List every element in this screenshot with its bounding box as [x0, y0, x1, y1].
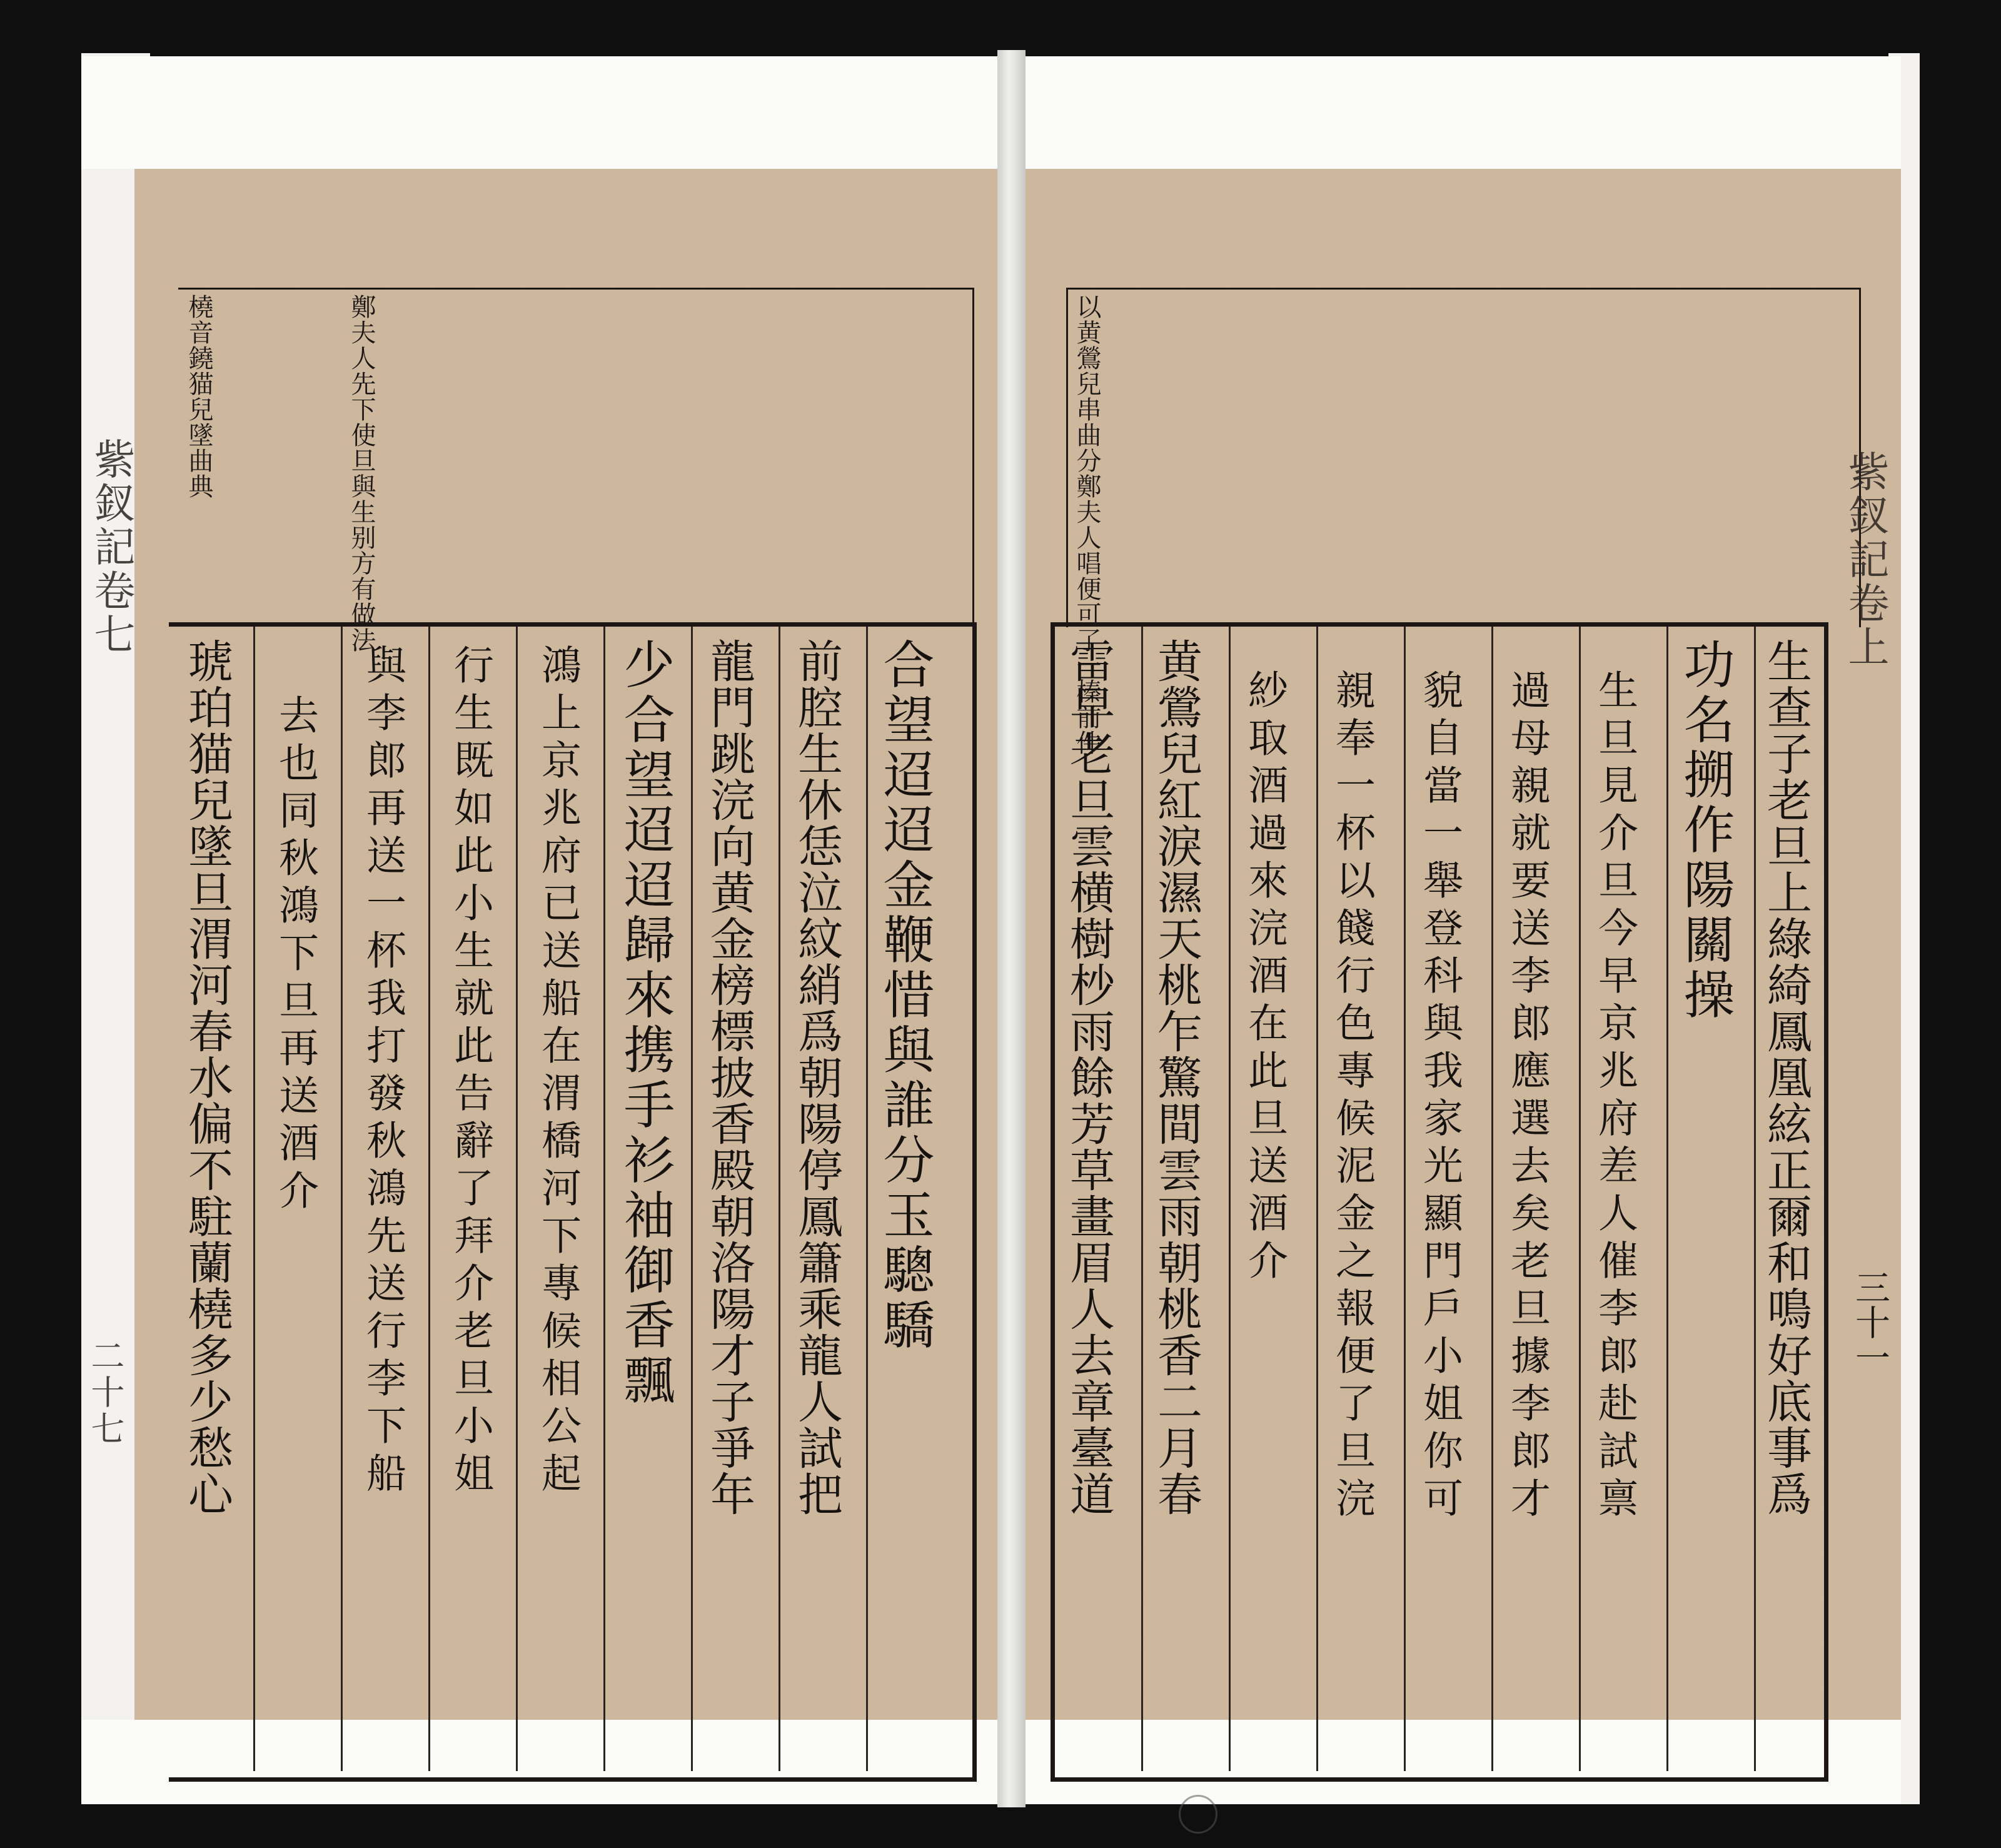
- right-text-column: 貌自當一舉登科與我家光顯門戶小姐你可: [1416, 669, 1463, 1525]
- left-text-column: 鴻上京兆府已送船在渭橋河下專候相公起: [535, 644, 581, 1500]
- left-col-rule: [428, 627, 430, 1771]
- right-edge-title: 紫釵記卷上: [1841, 450, 1889, 669]
- left-col-rule: [866, 627, 868, 1771]
- left-edge-title: 紫釵記卷七: [87, 438, 135, 657]
- right-text-column: 雷早老旦雲横樹杪雨餘芳草畫眉人去章臺道: [1062, 638, 1115, 1517]
- right-col-rule: [1754, 627, 1756, 1771]
- left-text-column: 合望迢迢金鞭惜與誰分玉驄驕: [875, 638, 934, 1353]
- library-seal-icon: [1179, 1795, 1217, 1834]
- left-text-column: 與李郎再送一杯我打發秋鴻先送行李下船: [360, 644, 406, 1500]
- left-text-column: 行生既如此小生就此告辭了拜介老旦小姐: [447, 644, 493, 1500]
- right-text-column: 親奉一杯以餞行色專候泥金之報便了旦浣: [1329, 669, 1375, 1525]
- right-col-rule: [1579, 627, 1581, 1771]
- left-col-rule: [341, 627, 343, 1771]
- left-col-rule: [516, 627, 518, 1771]
- right-headnote-box: [1066, 288, 1861, 755]
- book-gutter: [997, 50, 1026, 1807]
- left-text-column: 去也同秋鴻下旦再送酒介: [272, 694, 318, 1217]
- right-col-rule: [1666, 627, 1668, 1771]
- right-text-column: 黄鶯兒紅淚濕天桃乍驚間雲雨朝桃香二月春: [1150, 638, 1202, 1517]
- right-text-column: 過母親就要送李郎應選去矣老旦據李郎才: [1504, 669, 1550, 1525]
- left-text-column: 前腔生休恁泣紋綃爲朝陽停鳳簫乘龍人試把: [790, 638, 843, 1517]
- right-col-rule: [1316, 627, 1318, 1771]
- right-page-top-margin: [1026, 56, 1901, 169]
- right-col-rule: [1229, 627, 1231, 1771]
- left-col-rule: [691, 627, 693, 1771]
- left-headnote-2: 鄭夫人先下使旦與生别方有做法: [347, 294, 376, 653]
- left-text-column: 龍門跳浣向黄金榜標披香殿朝洛陽才子爭年: [703, 638, 755, 1517]
- left-headnote-1: 橈音鐃猫兒墜曲典: [184, 294, 213, 499]
- left-edge-folio: 二十七: [86, 1338, 125, 1447]
- left-col-rule: [779, 627, 780, 1771]
- right-text-column: 生查子老旦上綠綺鳳凰絃正爾和鳴好底事爲: [1760, 638, 1812, 1517]
- right-page: [1026, 169, 1901, 1720]
- right-headnote: 以黄鶯兒串曲分鄭夫人唱便可了一榛前件: [1072, 294, 1101, 755]
- left-col-rule: [603, 627, 605, 1771]
- right-text-column: 功名搠作陽關操: [1675, 638, 1735, 1023]
- left-text-column: 琥珀猫兒墜旦渭河春水偏不駐蘭橈多少愁心: [181, 638, 233, 1517]
- left-page-top-margin: [81, 56, 997, 169]
- right-text-column: 生旦見介旦今早京兆府差人催李郎赴試禀: [1591, 669, 1638, 1525]
- right-col-rule: [1141, 627, 1143, 1771]
- right-text-column: 紗取酒過來浣酒在此旦送酒介: [1241, 669, 1288, 1287]
- left-text-column: 少合望迢迢歸來携手衫袖御香飄: [615, 638, 675, 1408]
- right-col-rule: [1404, 627, 1406, 1771]
- right-folio: 三十一: [1850, 1270, 1890, 1375]
- right-col-rule: [1491, 627, 1493, 1771]
- left-page: [86, 169, 997, 1720]
- left-col-rule: [253, 627, 255, 1771]
- left-headnote-box: [178, 288, 974, 653]
